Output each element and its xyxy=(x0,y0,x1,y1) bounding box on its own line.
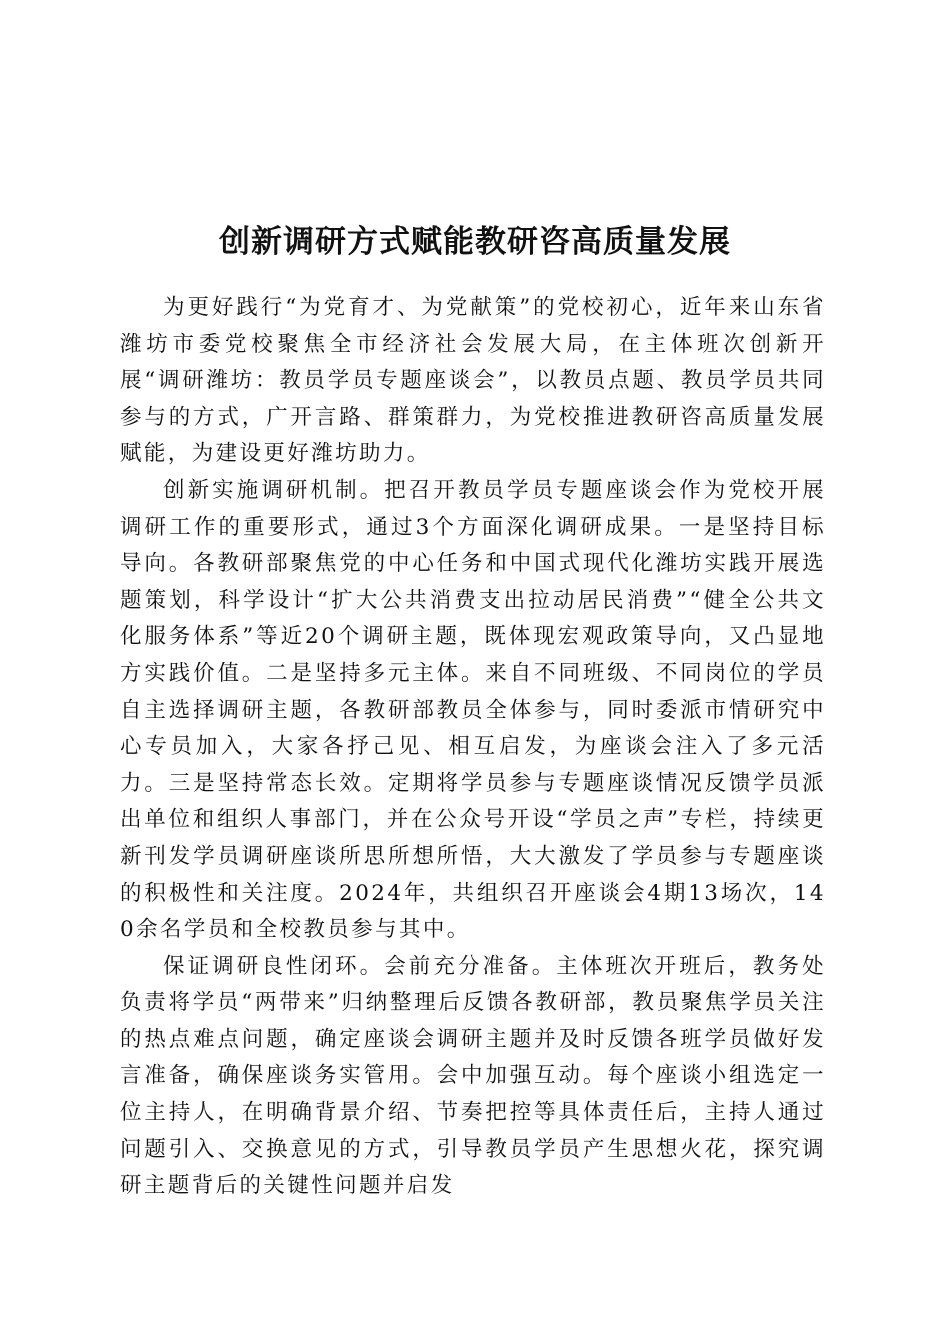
paragraph-intro: 为更好践行“为党育才、为党献策”的党校初心，近年来山东省潍坊市委党校聚焦全市经济社会发展大局，在主体班次创新开展“调研潍坊：教员学员专题座谈会”，以教员点题、教员学员共同参与的方式，广开言路、群策群力，为党校推进教研咨高质量发展赋能，为建设更好潍坊助力。 xyxy=(120,295,826,467)
paragraph-mechanism: 创新实施调研机制。把召开教员学员专题座谈会作为党校开展调研工作的重要形式，通过3个方面深化调研成果。一是坚持目标导向。各教研部聚焦党的中心任务和中国式现代化潍坊实践开展选题策划，科学设计“扩大公共消费支出拉动居民消费”“健全公共文化服务体系”等近20个调研主题，既体现宏观政策导向，又凸显地方实践价值。二是坚持多元主体。来自不同班级、不同岗位的学员自主选择调研主题，各教研部教员全体参与，同时委派市情研究中心专员加入，大家各抒己见、相互启发，为座谈会注入了多元活力。三是坚持常态长效。定期将学员参与专题座谈情况反馈学员派出单位和组织人事部门，并在公众号开设“学员之声”专栏，持续更新刊发学员调研座谈所思所想所悟，大大激发了学员参与专题座谈的积极性和关注度。2024年，共组织召开座谈会4期13场次，140余名学员和全校教员参与其中。 xyxy=(120,477,826,943)
document-title: 创新调研方式赋能教研咨高质量发展 xyxy=(219,223,731,260)
document-body xyxy=(120,290,826,1205)
paragraph-closed-loop: 保证调研良性闭环。会前充分准备。主体班次开班后，教务处负责将学员“两带来”归纳整理后反馈各教研部，教员聚焦学员关注的热点难点问题，确定座谈会调研主题并及时反馈各班学员做好发言准备，确保座谈务实管用。会中加强互动。每个座谈小组选定一位主持人，在明确背景介绍、节奏把控等具体责任后，主持人通过问题引入、交换意见的方式，引导教员学员产生思想火花，探究调研主题背后的关键性问题并启发 xyxy=(120,953,826,1199)
